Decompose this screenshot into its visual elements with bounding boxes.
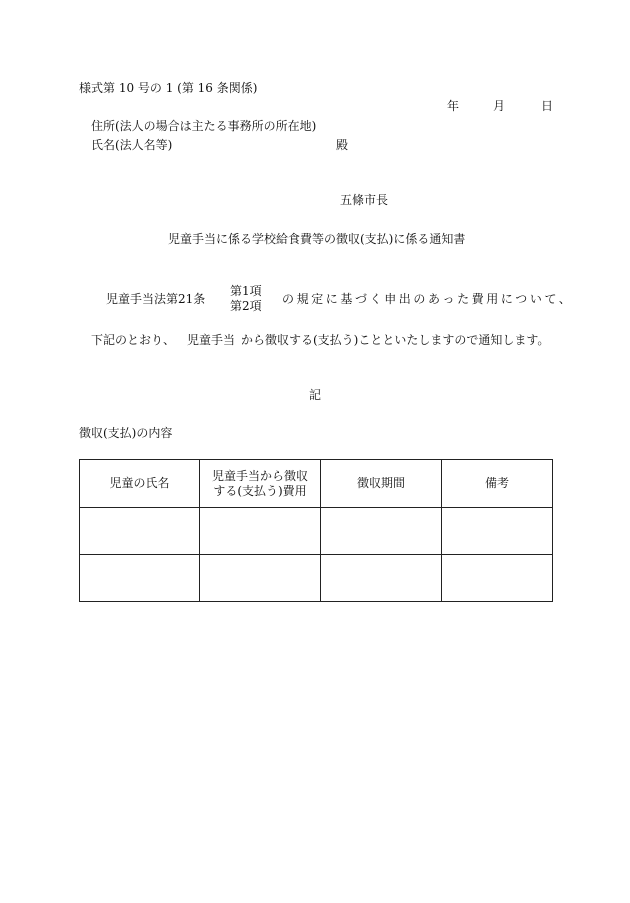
- date-year-label: 年: [447, 99, 460, 113]
- body-text-line2-allowance: 児童手当: [187, 333, 236, 347]
- table-cell: [80, 508, 200, 555]
- table-row: [80, 555, 553, 602]
- table-cell: [442, 555, 553, 602]
- table-cell: [321, 508, 442, 555]
- table-cell: [321, 555, 442, 602]
- table-cell: [442, 508, 553, 555]
- header-remarks: 備考: [442, 460, 553, 508]
- recipient-address-label: 住所(法人の場合は主たる事務所の所在地): [91, 119, 317, 133]
- body-clause-2: 第2項: [230, 299, 262, 313]
- recipient-honorific: 殿: [336, 138, 349, 152]
- body-clause-1: 第1項: [230, 284, 262, 298]
- table-cell: [200, 555, 321, 602]
- content-heading: 徴収(支払)の内容: [79, 426, 173, 440]
- body-text-line1: の規定に基づく申出のあった費用について、: [282, 292, 574, 306]
- header-deducted-cost: 児童手当から徴収 する(支払う)費用: [200, 460, 321, 508]
- date-month-label: 月: [493, 99, 506, 113]
- recipient-name-label: 氏名(法人名等): [91, 138, 173, 152]
- date-day-label: 日: [541, 99, 554, 113]
- form-number: 様式第 10 号の 1 (第 16 条関係): [79, 81, 258, 95]
- header-child-name: 児童の氏名: [80, 460, 200, 508]
- issuer: 五條市長: [340, 193, 389, 207]
- detail-table: [79, 459, 553, 602]
- table-row: [80, 508, 553, 555]
- body-text-line2-end: から徴収する(支払う)ことといたしますので通知します。: [241, 333, 550, 347]
- body-law-reference: 児童手当法第21条: [106, 292, 206, 306]
- table-cell: [200, 508, 321, 555]
- document-title: 児童手当に係る学校給食費等の徴収(支払)に係る通知書: [168, 232, 466, 246]
- table-header-row: [80, 460, 553, 508]
- table-cell: [80, 555, 200, 602]
- ki-heading: 記: [309, 388, 322, 402]
- header-collection-period: 徴収期間: [321, 460, 442, 508]
- body-text-line2-start: 下記のとおり、: [91, 333, 176, 347]
